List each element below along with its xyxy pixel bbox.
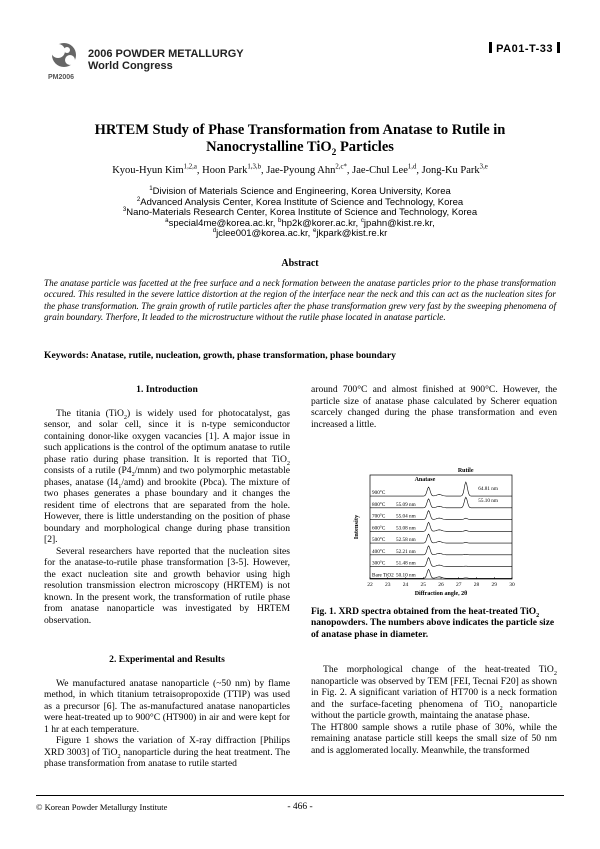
section-heading-introduction: 1. Introduction bbox=[136, 384, 198, 395]
series-label: 700°C bbox=[372, 513, 386, 520]
anatase-size-label: 52.21 nm bbox=[396, 548, 416, 555]
email-sup: b bbox=[278, 216, 282, 224]
email-sup: c bbox=[360, 216, 364, 224]
figure-caption bbox=[311, 607, 557, 641]
author: Jae-Pyoung Ahn bbox=[266, 165, 336, 176]
author: Jong-Ku Park bbox=[421, 165, 480, 176]
paragraph: around 700°C and almost finished at 900°C. However, the particle size of anatase phase calculated by Scherer equation scarcely changed during the phase transformation and even increased a little. bbox=[311, 384, 557, 430]
title-line1: HRTEM Study of Phase Transformation from Anatase to Rutile in bbox=[94, 122, 506, 138]
paragraph: The HT800 sample shows a rutile phase of 30%, while the remaining anatase particle still keeps the small size of 50 nm and is agglomerated locally. Meanwhile, the transformed bbox=[311, 721, 557, 756]
x-tick-label: 29 bbox=[491, 582, 497, 588]
rutile-size-label: 64.81 nm bbox=[478, 486, 498, 493]
x-tick-label: 27 bbox=[456, 582, 462, 588]
text-run: nanoparticle without the particle growth, maintaing the anatase phase. bbox=[311, 698, 557, 721]
author-sup: 1,2,a bbox=[183, 163, 197, 171]
series-label: 900°C bbox=[372, 490, 386, 497]
xrd-series-line bbox=[370, 558, 512, 567]
paper-code bbox=[485, 42, 564, 55]
text-run: /amd) and brookite (Pbca). The mixture of two phases generates a phase boundary and it changes the resident time of electrons that are separated from the hole. However, there is little understanding on the position of phase boundary and morphological change during phase transition [2]. bbox=[44, 476, 291, 545]
email-sup: e bbox=[312, 227, 317, 235]
text-sub: 2 bbox=[117, 752, 121, 760]
affil-sup: 2 bbox=[136, 195, 141, 203]
logo-text: PM2006 bbox=[48, 74, 75, 81]
anatase-size-label: 55.09 nm bbox=[396, 501, 416, 508]
affiliation: Division of Materials Science and Engineering, Korea University, Korea bbox=[152, 186, 451, 197]
x-tick-label: 28 bbox=[473, 582, 480, 588]
text-run: Fig. 1. XRD spectra obtained from the heat-treated TiO bbox=[311, 607, 537, 617]
abstract-text: The anatase particle was facetted at the free surface and a neck formation between the anatase particles prior to the phase transformation occured. This resulted in the severe lattice distortion at the region of the interface near the neck and this can act as the nucleation sites for the phase transformation. The grain growth of rutile particles after the phase transformation grew very fast by the sweeping phenomena of grain boundary. Therfore, It leaded to the microstructure without the rutile phase located in anatase particle. bbox=[44, 278, 556, 323]
title-line2-post: Particles bbox=[336, 139, 394, 155]
paragraph bbox=[44, 735, 290, 770]
anatase-size-label: 53.08 nm bbox=[396, 525, 416, 532]
conference-name bbox=[88, 48, 244, 72]
text-sub: 2 bbox=[131, 470, 135, 478]
text-sub: 2 bbox=[123, 413, 128, 421]
email: jclee001@korea.ac.kr, bbox=[216, 228, 313, 240]
x-tick-label: 24 bbox=[402, 582, 409, 588]
title-sub: 2 bbox=[331, 147, 337, 158]
conference-line2: World Congress bbox=[88, 60, 173, 72]
page-number: - 466 - bbox=[287, 802, 313, 812]
text-run: nanoparticle was observed by TEM [FEI, Tecnai F20] as shown in Fig. 2. A significant variation of HT700 is a neck formation and the surface-faceting phenomena of TiO bbox=[311, 675, 557, 710]
title-line2-pre: Nanocrystalline TiO bbox=[206, 139, 332, 155]
author-sup: 3,e bbox=[479, 163, 488, 171]
footer-rule bbox=[36, 795, 564, 796]
rutile-size-label: 55.10 nm bbox=[478, 497, 498, 504]
email: special4me@korea.ac.kr, bbox=[168, 217, 279, 229]
right-column-top bbox=[311, 384, 557, 430]
left-column bbox=[44, 384, 290, 770]
affiliation: Nano-Materials Research Center, Korea Institute of Science and Technology, Korea bbox=[126, 207, 478, 219]
abstract-heading: Abstract bbox=[281, 258, 319, 269]
text-sub: 2 bbox=[553, 669, 557, 677]
text-run: /mnm) and two polymorphic metastable phases, anatase (I4 bbox=[44, 465, 290, 488]
x-tick-label: 26 bbox=[438, 582, 444, 588]
xrd-chart bbox=[340, 461, 520, 606]
series-label: 400°C bbox=[372, 548, 386, 555]
affiliation: Advanced Analysis Center, Korea Institute of Science and Technology, Korea bbox=[140, 196, 464, 208]
keywords: Keywords: Anatase, rutile, nucleation, growth, phase transformation, phase boundary bbox=[44, 350, 396, 361]
x-tick-label: 23 bbox=[385, 582, 391, 588]
affil-sup: 1 bbox=[149, 184, 153, 192]
text-run: nanopowders. The numbers above indicates the particle size of anatase phase in diameter. bbox=[311, 618, 555, 640]
paragraph bbox=[44, 408, 290, 546]
text-sub: 2 bbox=[286, 459, 290, 467]
text-run: The titania (TiO bbox=[56, 407, 124, 419]
peak-label-rutile: Rutile bbox=[457, 468, 474, 474]
email: jpahn@kist.re.kr, bbox=[363, 217, 435, 229]
series-label: 500°C bbox=[372, 537, 386, 544]
author-sup: 1,3,b bbox=[247, 163, 261, 171]
author: Kyou-Hyun Kim bbox=[112, 165, 184, 176]
series-label: 600°C bbox=[372, 525, 386, 532]
paragraph: Several researchers have reported that the nucleation sites for the anatase-to-rutile phase transformation [3-5]. However, the exact nucleation site and growth behavior using high resolution transmission electron microscopy (HRTEM) is not known. In the present work, the transformation of rutile phase from anatase nanoparticle was investigated by HRTEM observation. bbox=[44, 545, 290, 626]
anatase-size-label: 52.58 nm bbox=[396, 537, 416, 544]
paper-title bbox=[0, 122, 600, 156]
text-run: ) is widely used for photocatalyst, gas sensor, and solar cell, since it is n-type semiconductor containing donor-like oxygen vacancies [1]. A major issue in such applications is the control of the optimum anatase to rutile phase ratio during phase transition. It is reported that TiO bbox=[44, 407, 290, 465]
section-heading-experimental: 2. Experimental and Results bbox=[109, 654, 225, 665]
series-label: 800°C bbox=[372, 501, 386, 508]
series-label: Bare TiO2 bbox=[372, 572, 394, 579]
text-sub: 1 bbox=[118, 482, 122, 490]
author-sup: 2,c* bbox=[335, 163, 347, 171]
paper-code-label: PA01-T-33 bbox=[496, 43, 553, 55]
email: jkpark@kist.re.kr bbox=[316, 228, 388, 240]
anatase-size-label: 55.04 nm bbox=[396, 513, 416, 520]
anatase-size-label: 51.48 nm bbox=[396, 560, 416, 567]
x-tick-label: 30 bbox=[509, 582, 515, 588]
text-sub: 2 bbox=[536, 612, 540, 619]
author: Jae-Chul Lee bbox=[352, 165, 408, 176]
email-line bbox=[0, 229, 600, 240]
email: hp2k@korer.ac.kr, bbox=[281, 217, 361, 229]
author: Hoon Park bbox=[202, 165, 248, 176]
y-axis-label: Intensity bbox=[353, 514, 360, 540]
conference-line1: 2006 POWDER METALLURGY bbox=[88, 48, 244, 60]
right-column-bottom bbox=[311, 664, 557, 756]
email-sup: a bbox=[165, 216, 169, 224]
copyright: © Korean Powder Metallurgy Institute bbox=[36, 802, 168, 812]
x-tick-label: 22 bbox=[367, 582, 373, 588]
text-run: Figure 1 shows the variation of X-ray diffraction [Philips XRD 3003] of TiO bbox=[44, 735, 290, 758]
author-sup: 1,d bbox=[407, 163, 417, 171]
x-axis-label: Diffraction angle, 2θ bbox=[414, 591, 468, 597]
text-sub: 2 bbox=[499, 704, 503, 712]
text-run: consists of a rutile (P4 bbox=[44, 465, 132, 476]
author-list: Kyou-Hyun Kim$^{1,2,a}$, Hoon Park$^{1,3,b}$, Jae-Pyoung Ahn$^{2,c*}$, Jae-Chul Lee$^{1,d}$, Jong-Ku Park$^{3,e}$ bbox=[112, 163, 488, 176]
email-sup: d bbox=[212, 227, 217, 235]
paragraph: We manufactured anatase nanoparticle (~50 nm) by flame method, in which titanium tetraisopropoxide (TTIP) was used as a precursor [6]. The as-manufactured anatase nanoparticles were heat-treated up to 900°C (HT900) in air and were kept for 1 hr at each temperature. bbox=[44, 677, 290, 735]
peak-label-anatase: Anatase bbox=[414, 477, 436, 483]
xrd-series-line bbox=[370, 511, 512, 520]
paragraph bbox=[311, 664, 557, 722]
xrd-series-line bbox=[370, 522, 512, 531]
x-tick-label: 25 bbox=[420, 582, 426, 588]
affiliations bbox=[0, 184, 600, 240]
text-run: nanoparticle during the heat treatment. The phase transformation from anatase to rutile started bbox=[44, 746, 290, 769]
xrd-series-line bbox=[370, 534, 512, 543]
affil-sup: 3 bbox=[122, 206, 127, 214]
xrd-series-line bbox=[370, 546, 512, 555]
anatase-size-label: 50.10 nm bbox=[396, 572, 416, 579]
series-label: 300°C bbox=[372, 560, 386, 567]
text-run: The morphological change of the heat-treated TiO bbox=[323, 664, 554, 675]
pm2006-logo-icon bbox=[44, 38, 86, 78]
